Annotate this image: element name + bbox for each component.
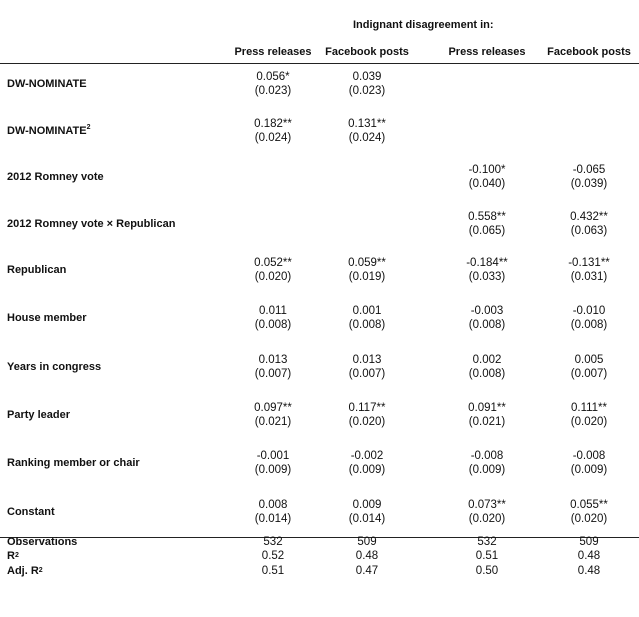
label-text: Adj. R (7, 565, 39, 577)
stat-value: 0.48 (577, 550, 601, 562)
label-text: 2012 Romney vote (7, 171, 104, 183)
coefficient: 0.182** (254, 118, 292, 130)
coefficient: 0.002 (472, 354, 502, 366)
coefficient: 0.039 (352, 71, 382, 83)
coefficient-cell (439, 257, 535, 284)
stat-value: 0.51 (261, 565, 285, 577)
stat-value: 509 (357, 536, 377, 548)
coefficient: -0.003 (470, 305, 504, 317)
coefficient-cell (319, 402, 415, 429)
coefficient-cell (319, 257, 415, 284)
row-label (7, 125, 91, 137)
standard-error: (0.023) (254, 84, 292, 97)
coefficient-cell (439, 499, 535, 526)
coefficient: 0.059** (348, 257, 386, 269)
coefficient-cell (439, 164, 535, 191)
stat-label (7, 565, 43, 578)
coefficient: 0.009 (352, 499, 382, 511)
label-text: Constant (7, 506, 55, 518)
standard-error: (0.019) (348, 270, 386, 283)
row-label (7, 264, 66, 276)
coefficient: -0.008 (470, 450, 504, 462)
coefficient: 0.013 (258, 354, 288, 366)
standard-error: (0.033) (468, 270, 506, 283)
coefficient-cell (225, 450, 321, 477)
coefficient: 0.008 (258, 499, 288, 511)
standard-error: (0.021) (254, 415, 292, 428)
standard-error: (0.009) (348, 463, 386, 476)
coefficient-cell (319, 305, 415, 332)
label-text: Years in congress (7, 361, 102, 373)
coefficient-cell (541, 211, 637, 238)
standard-error: (0.008) (468, 318, 506, 331)
coefficient: -0.002 (350, 450, 384, 462)
standard-error: (0.023) (348, 84, 386, 97)
label-text: Observations (7, 536, 78, 548)
standard-error: (0.020) (254, 270, 292, 283)
coefficient: 0.131** (348, 118, 386, 130)
label-text: DW-NOMINATE (7, 78, 87, 90)
standard-error: (0.040) (468, 177, 506, 190)
standard-error: (0.008) (570, 318, 608, 331)
standard-error: (0.031) (570, 270, 608, 283)
coefficient: -0.184** (466, 257, 508, 269)
coefficient-cell (439, 354, 535, 381)
coefficient: -0.100* (468, 164, 506, 176)
coefficient-cell (541, 305, 637, 332)
row-label (7, 78, 87, 90)
coefficient-cell (439, 402, 535, 429)
label-text: House member (7, 312, 87, 324)
coefficient-cell (541, 164, 637, 191)
coefficient-cell (319, 499, 415, 526)
standard-error: (0.008) (348, 318, 386, 331)
label-text: DW-NOMINATE (7, 125, 87, 137)
standard-error: (0.020) (468, 512, 506, 525)
coefficient: 0.055** (570, 499, 608, 511)
standard-error: (0.008) (254, 318, 292, 331)
coefficient: 0.011 (259, 305, 287, 317)
super-header: Indignant disagreement in: (353, 19, 494, 31)
stat-value: 509 (579, 536, 599, 548)
coefficient: 0.111** (570, 402, 608, 414)
coefficient-cell (439, 305, 535, 332)
stat-value: 0.51 (475, 550, 499, 562)
standard-error: (0.020) (570, 415, 608, 428)
coefficient: 0.117** (348, 402, 386, 414)
row-label (7, 506, 55, 518)
column-header: Facebook posts (325, 46, 409, 58)
coefficient: -0.001 (256, 450, 290, 462)
standard-error: (0.039) (570, 177, 608, 190)
coefficient: 0.558** (468, 211, 506, 223)
row-label (7, 409, 70, 421)
coefficient-cell (439, 450, 535, 477)
coefficient-cell (225, 402, 321, 429)
coefficient-cell (541, 450, 637, 477)
row-label (7, 361, 101, 373)
coefficient: 0.001 (352, 305, 382, 317)
stat-value: 532 (263, 536, 283, 548)
stat-value: 0.48 (355, 550, 379, 562)
row-label (7, 218, 175, 230)
row-label (7, 457, 140, 469)
standard-error: (0.009) (254, 463, 292, 476)
coefficient: -0.065 (572, 164, 606, 176)
standard-error: (0.007) (570, 367, 608, 380)
header-rule (0, 63, 639, 64)
stat-label (7, 550, 19, 563)
standard-error: (0.024) (254, 131, 292, 144)
coefficient: 0.005 (574, 354, 604, 366)
coefficient: 0.056* (256, 71, 290, 83)
coefficient-cell (225, 305, 321, 332)
coefficient-cell (541, 402, 637, 429)
label-text: Party leader (7, 409, 70, 421)
stat-label (7, 536, 77, 549)
stat-value: 0.47 (355, 565, 379, 577)
standard-error: (0.014) (348, 512, 386, 525)
coefficient: -0.008 (572, 450, 606, 462)
label-text: R (7, 550, 15, 562)
coefficient-cell (541, 257, 637, 284)
coefficient-cell (541, 499, 637, 526)
stat-value: 0.52 (261, 550, 285, 562)
coefficient: 0.073** (468, 499, 506, 511)
coefficient: -0.010 (572, 305, 606, 317)
stat-value: 532 (477, 536, 497, 548)
standard-error: (0.020) (348, 415, 386, 428)
coefficient-cell (225, 354, 321, 381)
label-text: Ranking member or chair (7, 457, 140, 469)
coefficient-cell (319, 71, 415, 98)
coefficient-cell (225, 499, 321, 526)
column-header: Facebook posts (547, 46, 631, 58)
label-text: 2012 Romney vote × Republican (7, 218, 176, 230)
standard-error: (0.024) (348, 131, 386, 144)
row-label (7, 312, 86, 324)
standard-error: (0.065) (468, 224, 506, 237)
coefficient-cell (319, 118, 415, 145)
label-superscript: 2 (86, 124, 91, 131)
coefficient-cell (225, 118, 321, 145)
coefficient: 0.013 (352, 354, 382, 366)
column-header: Press releases (448, 46, 526, 58)
coefficient: 0.097** (254, 402, 292, 414)
standard-error: (0.014) (254, 512, 292, 525)
stat-value: 0.48 (577, 565, 601, 577)
coefficient: 0.052** (254, 257, 292, 269)
coefficient: -0.131** (568, 257, 610, 269)
coefficient-cell (541, 354, 637, 381)
standard-error: (0.063) (570, 224, 608, 237)
standard-error: (0.021) (468, 415, 506, 428)
stat-value: 0.50 (475, 565, 499, 577)
coefficient-cell (319, 354, 415, 381)
coefficient-cell (225, 257, 321, 284)
label-superscript: 2 (14, 552, 19, 559)
coefficient: 0.091** (468, 402, 506, 414)
standard-error: (0.009) (468, 463, 506, 476)
row-label (7, 171, 104, 183)
coefficient-cell (225, 71, 321, 98)
standard-error: (0.020) (570, 512, 608, 525)
standard-error: (0.007) (348, 367, 386, 380)
label-text: Republican (7, 264, 67, 276)
coefficient-cell (319, 450, 415, 477)
coefficient-cell (439, 211, 535, 238)
standard-error: (0.009) (570, 463, 608, 476)
standard-error: (0.008) (468, 367, 506, 380)
column-header: Press releases (234, 46, 312, 58)
coefficient: 0.432** (570, 211, 608, 223)
standard-error: (0.007) (254, 367, 292, 380)
label-superscript: 2 (38, 567, 43, 574)
